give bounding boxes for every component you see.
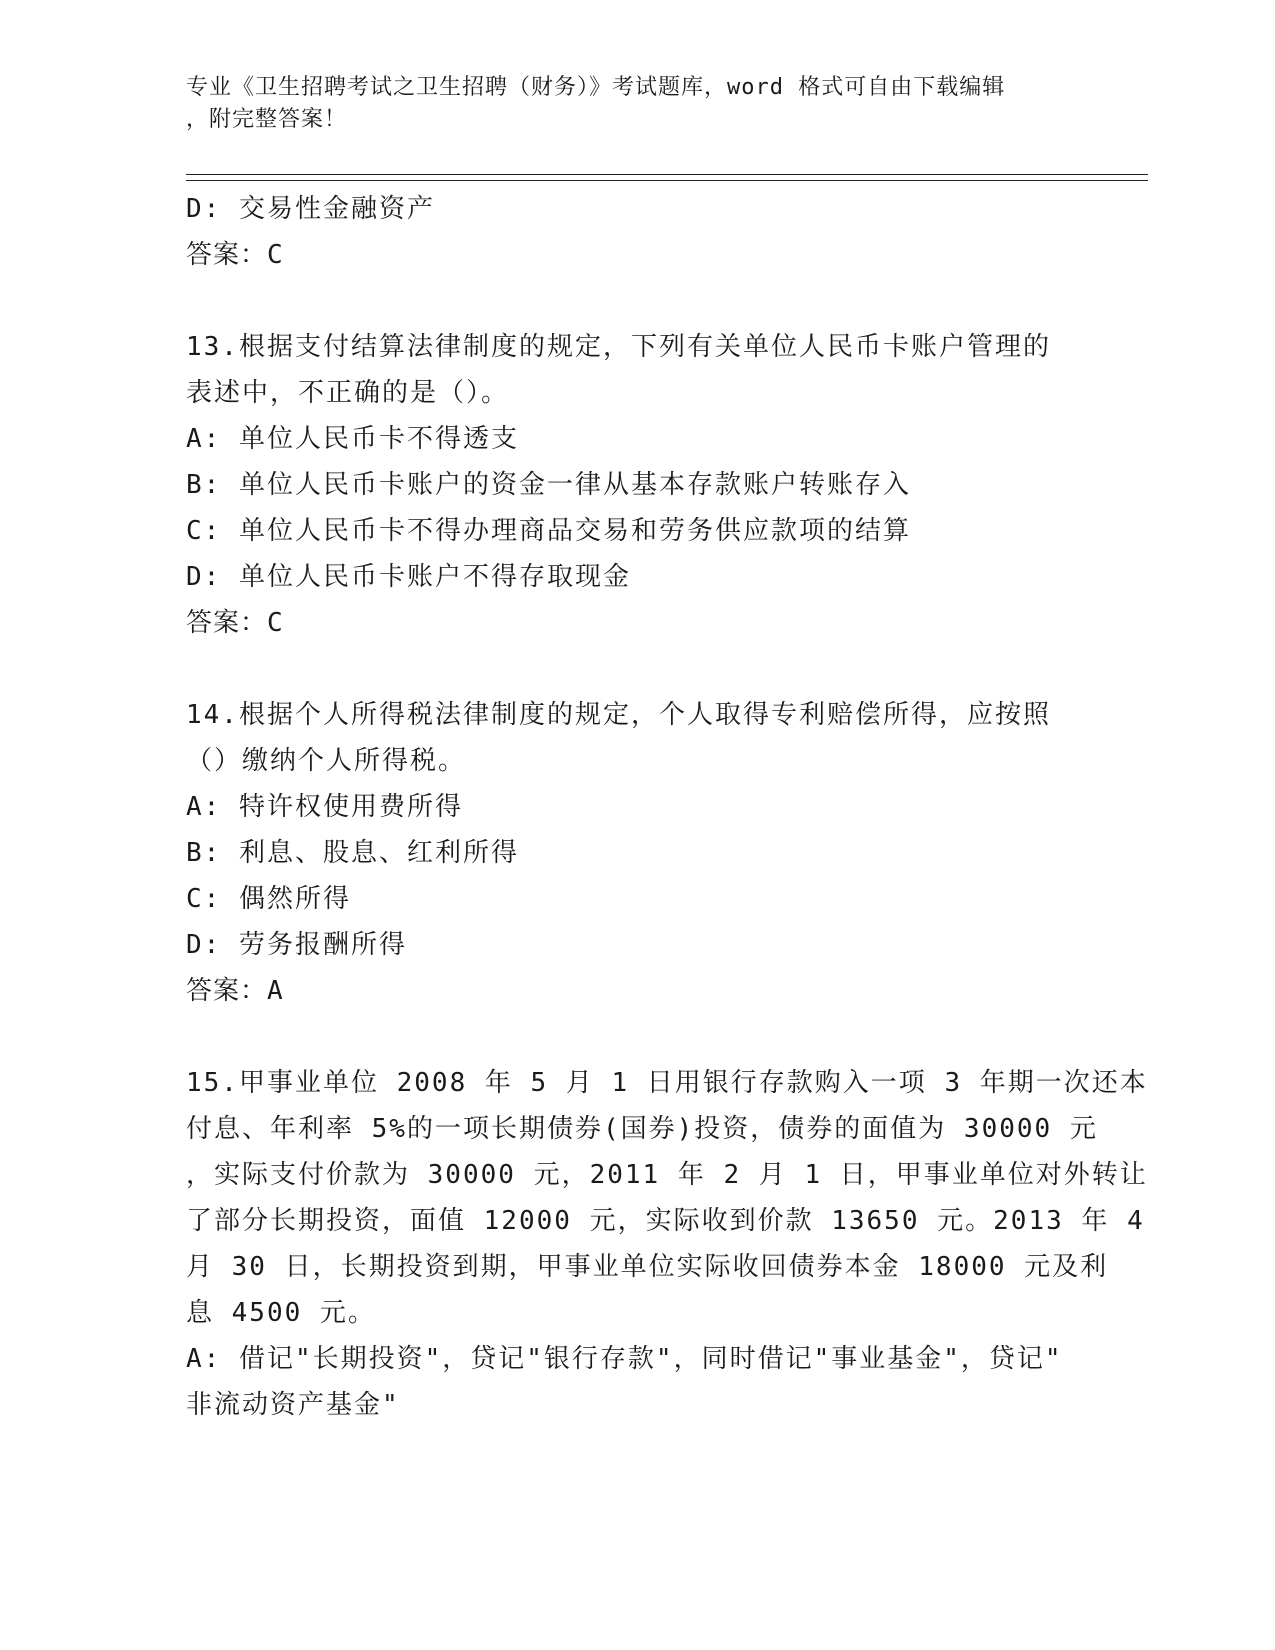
option-c: C: 偶然所得 — [186, 884, 351, 914]
document-header — [186, 72, 1066, 136]
option-d: D: 交易性金融资产 — [186, 194, 435, 224]
header-rule-top — [186, 174, 1148, 175]
question-stem-line: （）缴纳个人所得税。 — [186, 746, 467, 776]
option-a-continuation: 非流动资产基金" — [186, 1390, 400, 1420]
question-stem-line: 月 30 日，长期投资到期，甲事业单位实际收回债券本金 18000 元及利 — [186, 1252, 1109, 1282]
answer-label: 答案： — [186, 240, 268, 270]
option-c: C: 单位人民币卡不得办理商品交易和劳务供应款项的结算 — [186, 516, 911, 546]
answer-value: C — [267, 240, 284, 270]
question-stem-line: ，实际支付价款为 30000 元，2011 年 2 月 1 日，甲事业单位对外转让 — [186, 1160, 1148, 1190]
question-stem-line: 14.根据个人所得税法律制度的规定，个人取得专利赔偿所得，应按照 — [186, 700, 1051, 730]
option-a: A: 特许权使用费所得 — [186, 792, 463, 822]
question-stem-line: 付息、年利率 5%的一项长期债券(国券)投资，债券的面值为 30000 元 — [186, 1114, 1098, 1144]
answer-line — [186, 968, 1076, 1014]
answer-value: A — [267, 976, 284, 1006]
previous-question-tail — [186, 186, 1076, 278]
header-line-1: 专业《卫生招聘考试之卫生招聘（财务）》考试题库，word 格式可自由下载编辑 — [186, 75, 1006, 100]
option-b: B: 利息、股息、红利所得 — [186, 838, 519, 868]
answer-label: 答案： — [186, 976, 268, 1006]
option-a: A: 借记"长期投资"，贷记"银行存款"，同时借记"事业基金"，贷记" — [186, 1344, 1063, 1374]
header-line-2: ，附完整答案！ — [186, 107, 348, 132]
question-stem-line: 13.根据支付结算法律制度的规定，下列有关单位人民币卡账户管理的 — [186, 332, 1051, 362]
option-a: A: 单位人民币卡不得透支 — [186, 424, 519, 454]
option-d: D: 劳务报酬所得 — [186, 930, 407, 960]
question-stem-line: 表述中，不正确的是（）。 — [186, 378, 510, 408]
question-13 — [186, 324, 1076, 646]
question-stem-line: 15.甲事业单位 2008 年 5 月 1 日用银行存款购入一项 3 年期一次还本 — [186, 1068, 1148, 1098]
answer-line — [186, 232, 1076, 278]
question-stem-line: 息 4500 元。 — [186, 1298, 376, 1328]
question-stem-line: 了部分长期投资，面值 12000 元，实际收到价款 13650 元。2013 年 4 — [186, 1206, 1145, 1236]
option-d: D: 单位人民币卡账户不得存取现金 — [186, 562, 631, 592]
answer-label: 答案： — [186, 608, 268, 638]
page-content — [186, 186, 1148, 1428]
answer-line — [186, 600, 1076, 646]
question-15 — [186, 1060, 1148, 1428]
question-14 — [186, 692, 1076, 1014]
option-b: B: 单位人民币卡账户的资金一律从基本存款账户转账存入 — [186, 470, 911, 500]
answer-value: C — [267, 608, 284, 638]
header-rule-bottom — [186, 180, 1148, 181]
